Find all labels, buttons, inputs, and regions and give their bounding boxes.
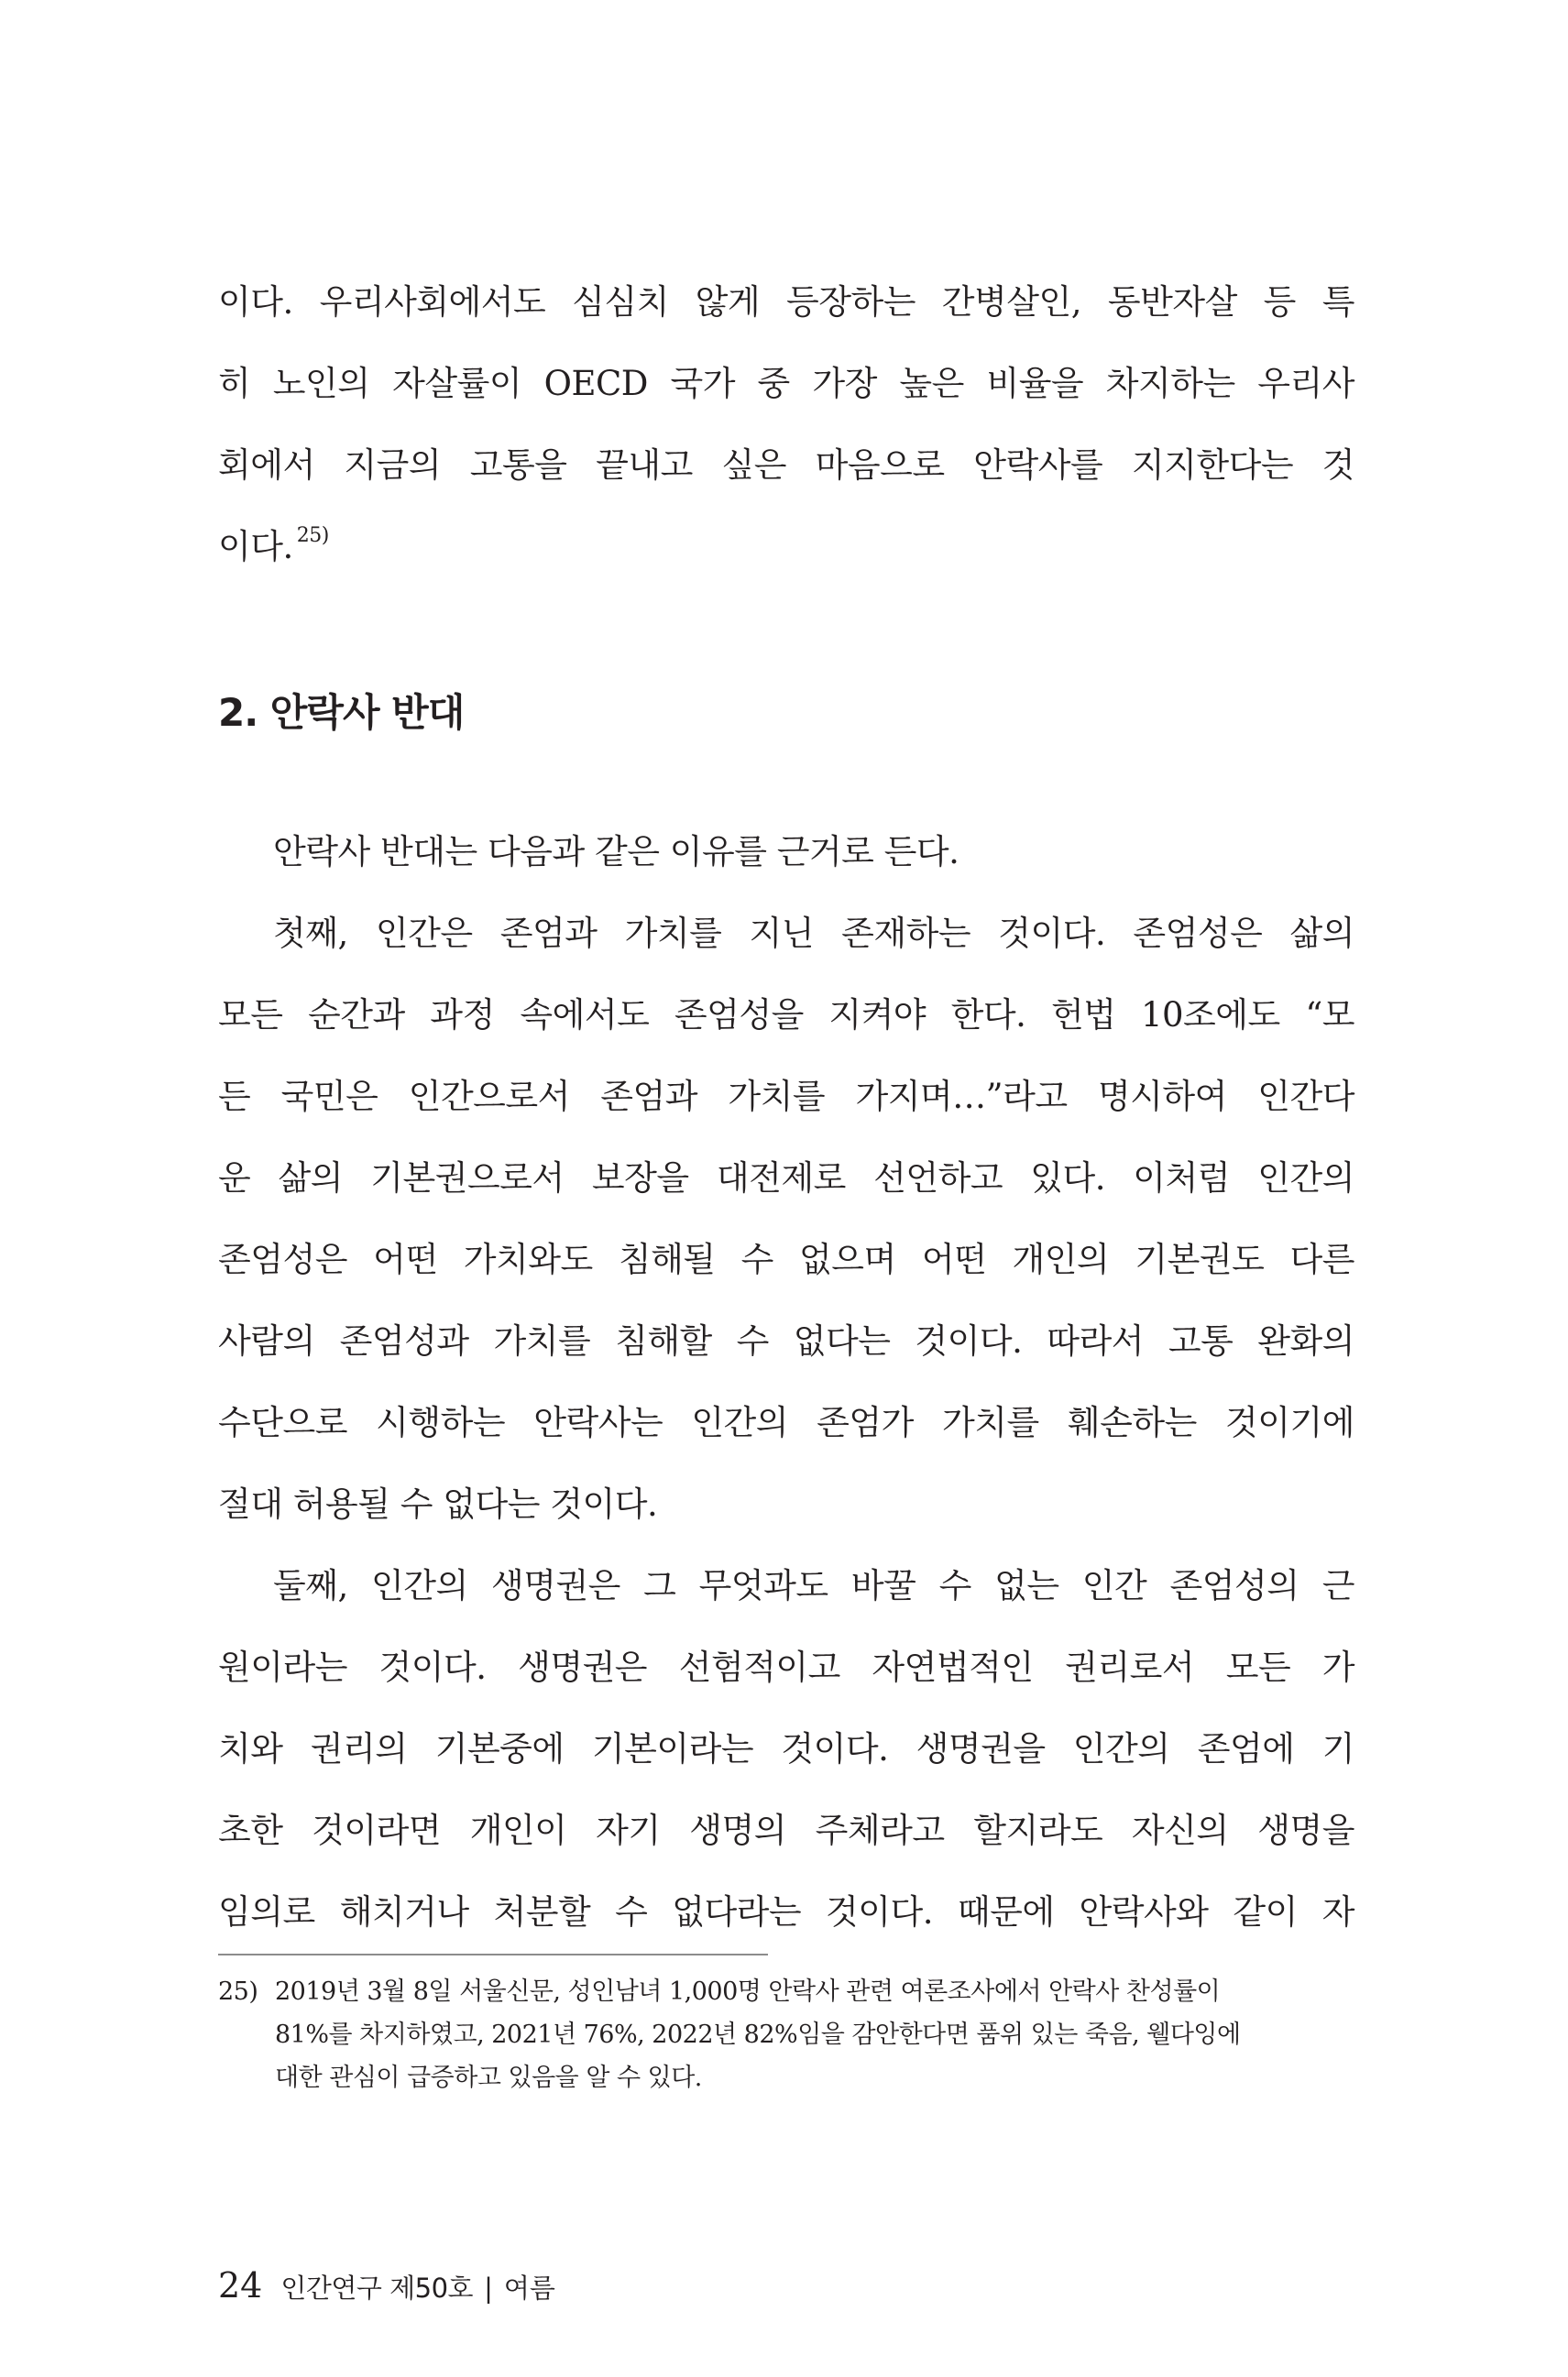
intro-paragraph xyxy=(218,261,1354,587)
footer-separator: | xyxy=(484,2273,493,2304)
intro-line-4-text: 이다. xyxy=(218,527,293,566)
intro-line-3: 회에서 지금의 고통을 끝내고 싶은 마음으로 안락사를 지지한다는 것 xyxy=(218,445,1354,485)
intro-line-2: 히 노인의 자살률이 OECD 국가 중 가장 높은 비율을 차지하는 우리사 xyxy=(218,364,1354,403)
journal-title: 인간연구 제50호 xyxy=(280,2273,474,2304)
section-heading: 2. 안락사 반대 xyxy=(218,690,465,735)
body-line: 든 국민은 인간으로서 존엄과 가치를 가지며…”라고 명시하여 인간다 xyxy=(218,1077,1354,1116)
body-line: 운 삶의 기본권으로서 보장을 대전제로 선언하고 있다. 이처럼 인간의 xyxy=(218,1158,1354,1198)
intro-line-1: 이다. 우리사회에서도 심심치 않게 등장하는 간병살인, 동반자살 등 특 xyxy=(218,282,1354,322)
footnote-line-2: 81%를 차지하였고, 2021년 76%, 2022년 82%임을 감안한다면 품위 있는 죽음, 웰다잉에 xyxy=(275,2021,1241,2049)
footnote-reference[interactable]: 25) xyxy=(296,524,329,547)
issue-season: 여름 xyxy=(503,2273,555,2304)
body-line: 초한 것이라면 개인이 자기 생명의 주체라고 할지라도 자신의 생명을 xyxy=(218,1811,1354,1850)
body-paragraphs xyxy=(218,811,1354,1953)
body-line: 모든 순간과 과정 속에서도 존엄성을 지켜야 한다. 헌법 10조에도 “모 xyxy=(218,995,1354,1035)
body-line: 수단으로 시행하는 안락사는 인간의 존엄가 가치를 훼손하는 것이기에 xyxy=(218,1403,1354,1442)
body-line: 절대 허용될 수 없다는 것이다. xyxy=(218,1484,658,1524)
body-line: 사람의 존엄성과 가치를 침해할 수 없다는 것이다. 따라서 고통 완화의 xyxy=(218,1321,1354,1361)
body-line: 안락사 반대는 다음과 같은 이유를 근거로 든다. xyxy=(273,832,959,871)
footnote xyxy=(218,1970,1354,2099)
body-line: 둘째, 인간의 생명권은 그 무엇과도 바꿀 수 없는 인간 존엄성의 근 xyxy=(273,1566,1354,1605)
footnote-divider xyxy=(218,1954,768,1955)
intro-line-4 xyxy=(218,506,1354,587)
page-footer xyxy=(218,2265,555,2306)
body-line: 치와 권리의 기본중에 기본이라는 것이다. 생명권을 인간의 존엄에 기 xyxy=(218,1729,1354,1769)
footnote-line-1 xyxy=(218,1970,1354,2013)
page-number: 24 xyxy=(218,2265,263,2306)
footnote-line-3: 대한 관심이 급증하고 있음을 알 수 있다. xyxy=(275,2064,702,2092)
body-line: 임의로 해치거나 처분할 수 없다라는 것이다. 때문에 안락사와 같이 자 xyxy=(218,1892,1354,1932)
body-line: 존엄성은 어떤 가치와도 침해될 수 없으며 어떤 개인의 기본권도 다른 xyxy=(218,1240,1354,1279)
body-line: 원이라는 것이다. 생명권은 선험적이고 자연법적인 권리로서 모든 가 xyxy=(218,1648,1354,1687)
footnote-text: 2019년 3월 8일 서울신문, 성인남녀 1,000명 안락사 관련 여론조사에서 안락사 찬성률이 xyxy=(275,1977,1221,2006)
footnote-number: 25) xyxy=(218,1977,258,2006)
body-line: 첫째, 인간은 존엄과 가치를 지닌 존재하는 것이다. 존엄성은 삶의 xyxy=(273,914,1354,953)
